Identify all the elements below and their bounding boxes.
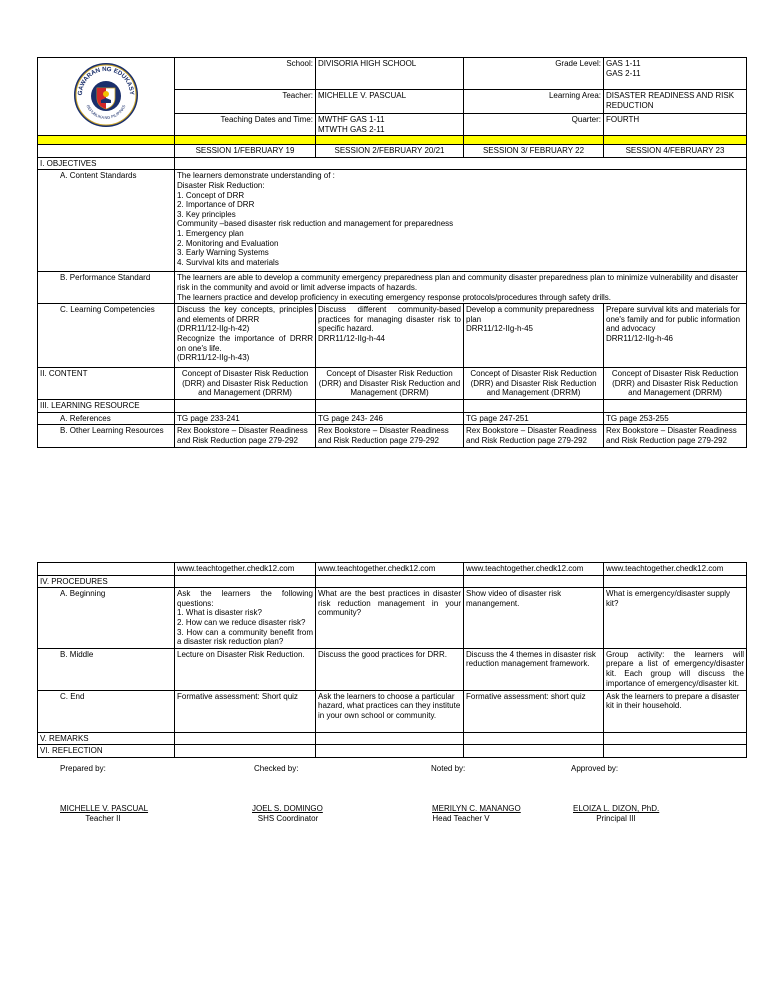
middle-session-3: Discuss the 4 themes in disaster risk reduction management framework.: [464, 648, 604, 690]
noted-by-role: Head Teacher V: [432, 814, 490, 823]
learning-resource-label: III. LEARNING RESOURCE: [38, 400, 175, 413]
objectives-label: I. OBJECTIVES: [38, 157, 175, 170]
approved-by-caption: Approved by:: [571, 764, 619, 773]
end-session-1: Formative assessment: Short quiz: [175, 690, 316, 732]
other-resource-session-3: Rex Bookstore – Disaster Readiness and Risk Reduction page 279-292: [464, 425, 604, 447]
procedures-table: [37, 562, 747, 758]
approved-by-name: ELOIZA L. DIZON, PhD.: [573, 804, 660, 813]
beginning-session-1: Ask the learners the following questions: 1. What is disaster risk? 2. How can we reduce disaster risk? 3. How can a community benefit from a disaster risk reduction plan?: [175, 588, 316, 649]
other-resource-session-4: Rex Bookstore – Disaster Readiness and Risk Reduction page 279-292: [604, 425, 747, 447]
beginning-session-4: What is emergency/disaster supply kit?: [604, 588, 747, 649]
seal-bottom-text: REPUBLIKA NG PILIPINAS: [85, 104, 127, 121]
learning-area-value: DISASTER READINESS AND RISK REDUCTION: [604, 90, 747, 114]
performance-standard-text: The learners are able to develop a community emergency preparedness plan and community disaster preparedness plan to minimize vulnerability and disaster risk in the community and avoid or limit adverse impacts of hazards. The learners practice and develop proficiency in executing emergency response protocols/procedures through safety drills.: [175, 272, 747, 304]
end-label: C. End: [38, 690, 175, 732]
other-resource-session-1: Rex Bookstore – Disaster Readiness and Risk Reduction page 279-292: [175, 425, 316, 447]
checked-by-role: SHS Coordinator: [257, 814, 319, 823]
content-session-1: Concept of Disaster Risk Reduction (DRR) and Disaster Risk Reduction and Management (DRRM): [175, 368, 316, 400]
quarter-value: FOURTH: [604, 114, 747, 136]
school-value: DIVISORIA HIGH SCHOOL: [316, 58, 464, 90]
other-resource-session-2: Rex Bookstore – Disaster Readiness and Risk Reduction page 279-292: [316, 425, 464, 447]
middle-session-4: Group activity: the learners will prepare a list of emergency/disaster kit. Each group will discuss the importance of emergency/disaster kit.: [604, 648, 747, 690]
prepared-by-role: Teacher II: [85, 814, 121, 823]
content-session-2: Concept of Disaster Risk Reduction (DRR) and Disaster Risk Reduction and Management (DRRM): [316, 368, 464, 400]
lesson-log-table: [37, 57, 747, 448]
references-label: A. References: [38, 412, 175, 425]
link-session-3[interactable]: www.teachtogether.chedk12.com: [464, 563, 604, 576]
teaching-dates-value: MWTHF GAS 1-11 MTWTH GAS 2-11: [316, 114, 464, 136]
performance-standard-label: B. Performance Standard: [38, 272, 175, 304]
teacher-value: MICHELLE V. PASCUAL: [316, 90, 464, 114]
learning-competencies-label: C. Learning Competencies: [38, 304, 175, 368]
session-2-header: SESSION 2/FEBRUARY 20/21: [316, 145, 464, 158]
end-session-3: Formative assessment: short quiz: [464, 690, 604, 732]
competency-session-4: Prepare survival kits and materials for one's family and for public information and advocacy DRR11/12-IIg-h-46: [604, 304, 747, 368]
middle-session-2: Discuss the good practices for DRR.: [316, 648, 464, 690]
end-session-4: Ask the learners to prepare a disaster kit in their household.: [604, 690, 747, 732]
link-session-1[interactable]: www.teachtogether.chedk12.com: [175, 563, 316, 576]
highlight-row: [38, 136, 747, 145]
grade-level-value: GAS 1-11 GAS 2-11: [604, 58, 747, 90]
content-session-4: Concept of Disaster Risk Reduction (DRR) and Disaster Risk Reduction and Management (DRRM): [604, 368, 747, 400]
reference-session-3: TG page 247-251: [464, 412, 604, 425]
reference-session-1: TG page 233-241: [175, 412, 316, 425]
procedures-label: IV. PROCEDURES: [38, 575, 175, 588]
school-label: School:: [175, 58, 316, 90]
content-standards-text: The learners demonstrate understanding of : Disaster Risk Reduction: 1. Concept of DRR 2. Importance of DRR 3. Key principles Community –based disaster risk reduction and management for preparedness 1. Emergency plan 2. Monitoring and Evaluation 3. Early Warning Systems 4. Survival kits and materials: [175, 170, 747, 272]
learning-area-label: Learning Area:: [464, 90, 604, 114]
middle-session-1: Lecture on Disaster Risk Reduction.: [175, 648, 316, 690]
session-4-header: SESSION 4/FEBRUARY 23: [604, 145, 747, 158]
competency-session-1: Discuss the key concepts, principles and elements of DRRR (DRR11/12-IIg-h-42) Recognize the importance of DRRR on one's life. (DRR11/12-IIg-h-43): [175, 304, 316, 368]
prepared-by-caption: Prepared by:: [60, 764, 106, 773]
prepared-by-name: MICHELLE V. PASCUAL: [60, 804, 149, 813]
link-session-2[interactable]: www.teachtogether.chedk12.com: [316, 563, 464, 576]
reference-session-4: TG page 253-255: [604, 412, 747, 425]
other-resources-label: B. Other Learning Resources: [38, 425, 175, 447]
content-standards-label: A. Content Standards: [38, 170, 175, 272]
grade-level-label: Grade Level:: [464, 58, 604, 90]
end-session-2: Ask the learners to choose a particular hazard, what practices can they institute in your own school or community.: [316, 690, 464, 732]
teacher-label: Teacher:: [175, 90, 316, 114]
content-session-3: Concept of Disaster Risk Reduction (DRR) and Disaster Risk Reduction and Management (DRRM): [464, 368, 604, 400]
noted-by-caption: Noted by:: [431, 764, 466, 773]
reflection-label: VI. REFLECTION: [38, 745, 175, 758]
competency-session-2: Discuss different community-based practices for managing disaster risk to specific hazard. DRR11/12-IIg-h-44: [316, 304, 464, 368]
session-3-header: SESSION 3/ FEBRUARY 22: [464, 145, 604, 158]
approved-by-role: Principal III: [596, 814, 636, 823]
beginning-session-3: Show video of disaster risk manangement.: [464, 588, 604, 649]
logo-cell: [38, 58, 175, 136]
quarter-label: Quarter:: [464, 114, 604, 136]
checked-by-caption: Checked by:: [254, 764, 299, 773]
reference-session-2: TG page 243- 246: [316, 412, 464, 425]
competency-session-3: Develop a community preparedness plan DRR11/12-IIg-h-45: [464, 304, 604, 368]
session-1-header: SESSION 1/FEBRUARY 19: [175, 145, 316, 158]
checked-by-name: JOEL S. DOMINGO: [252, 804, 323, 813]
remarks-label: V. REMARKS: [38, 732, 175, 745]
teaching-dates-label: Teaching Dates and Time:: [175, 114, 316, 136]
deped-seal-icon: [73, 62, 139, 128]
content-label: II. CONTENT: [38, 368, 175, 400]
middle-label: B. Middle: [38, 648, 175, 690]
noted-by-name: MERILYN C. MANANGO: [432, 804, 521, 813]
seal-top-text: GAWARAN NG EDUKASY: [76, 66, 136, 96]
beginning-session-2: What are the best practices in disaster risk reduction management in your community?: [316, 588, 464, 649]
link-session-4[interactable]: www.teachtogether.chedk12.com: [604, 563, 747, 576]
beginning-label: A. Beginning: [38, 588, 175, 649]
